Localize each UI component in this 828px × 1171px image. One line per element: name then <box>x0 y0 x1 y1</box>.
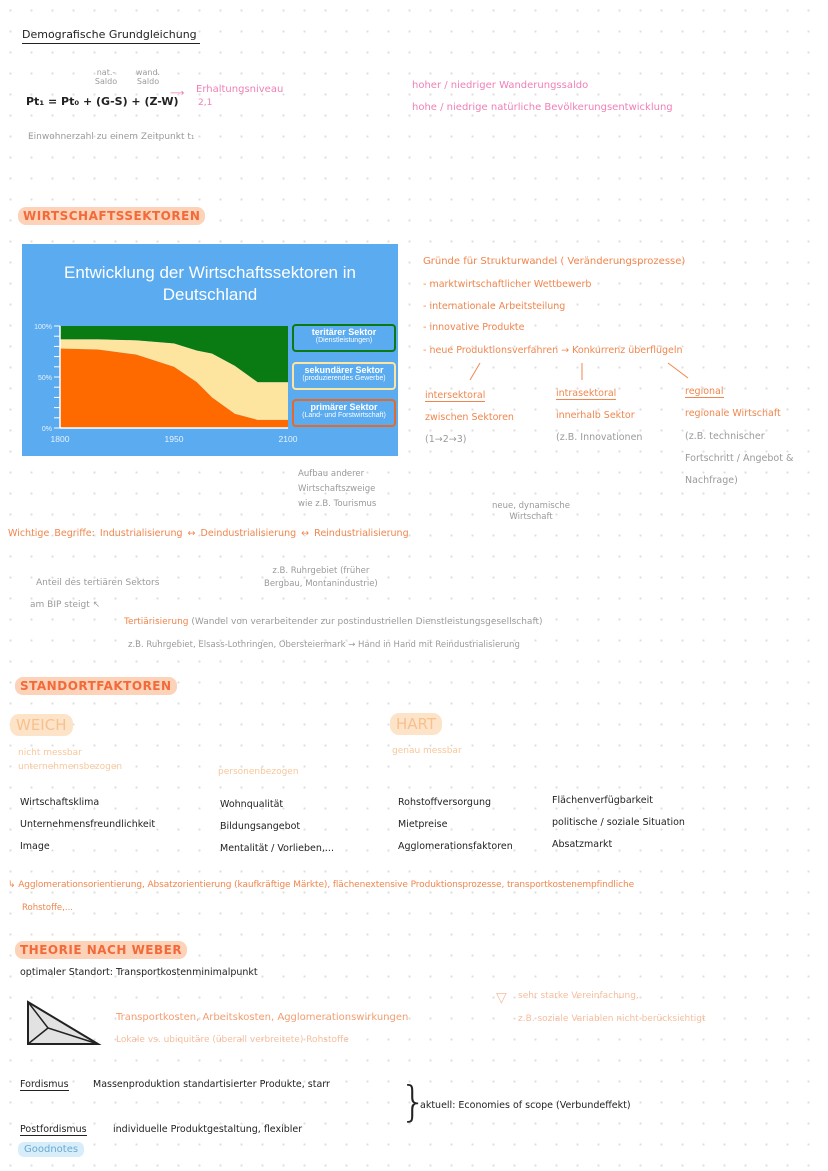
factor-item: Absatzmarkt <box>552 839 613 850</box>
fordismus-term: Fordismus <box>20 1079 69 1090</box>
ruhr-line: Bergbau, Montanindustrie) <box>264 579 378 589</box>
erhaltungsniveau-value: 2,1 <box>198 98 213 108</box>
weich-col1 <box>20 792 155 858</box>
grund-item: - marktwirtschaftlicher Wettbewerb <box>423 279 592 290</box>
factor-item: Wirtschaftsklima <box>20 797 100 808</box>
legend-tertiaer <box>292 324 396 352</box>
weber-warn: z.B. soziale Variablen nicht berücksichtigt <box>518 1014 706 1024</box>
hart-col2 <box>552 790 685 856</box>
term-tertiaerisierung: Tertiärisierung <box>124 617 189 627</box>
chart-title: Entwicklung der Wirtschaftssektoren in Deutschland <box>64 263 356 304</box>
weich-sub: nicht messbar <box>18 748 82 758</box>
legend-primaer-sub: (Land- und Forstwirtschaft) <box>302 412 386 419</box>
fordismus-text: Massenproduktion standartisierter Produkte, starr <box>93 1079 330 1090</box>
personen-sub: personenbezogen <box>218 767 299 777</box>
factor-item: Agglomerationsfaktoren <box>398 841 513 852</box>
regional-example: Nachfrage) <box>685 475 738 486</box>
legend-tertiaer-label: teritärer Sektor <box>311 327 377 337</box>
goodnotes-watermark: Goodnotes <box>18 1142 84 1157</box>
y-tick-label: 0% <box>41 426 52 433</box>
erhaltung-arrow: ⟶ <box>170 88 185 99</box>
demografie-formula: Pt₁ = Pt₀ + (G-S) + (Z-W) <box>26 95 179 108</box>
aufbau-note <box>298 467 376 512</box>
aktuell-note: aktuell: Economies of scope (Verbundeffekt) <box>420 1100 631 1111</box>
regional-example: Fortschritt / Angebot & <box>685 453 794 464</box>
strukturwandel-title: Gründe für Strukturwandel ( Veränderungsprozesse) <box>423 256 686 267</box>
ruhr-note <box>264 565 378 591</box>
factor-item: Bildungsangebot <box>220 821 301 832</box>
intrasektoral-head: intrasektoral <box>556 388 617 399</box>
aufbau-line: wie z.B. Tourismus <box>298 499 377 509</box>
weber-triangle-icon <box>26 1000 102 1048</box>
beispiel-note: z.B. Ruhrgebiet, Elsass-Lothringen, Obersteiermark → Hand in Hand mit Reindustrialisierung <box>128 640 520 650</box>
aufbau-line: Aufbau anderer <box>298 469 365 479</box>
erhaltungsniveau: Erhaltungsniveau <box>196 84 284 95</box>
weich-label: WEICH <box>10 714 73 736</box>
weich-sub: unternehmensbezogen <box>18 762 123 772</box>
aufbau-line: Wirtschaftszweige <box>298 484 376 494</box>
hart-label: HART <box>390 713 442 735</box>
regional-head: regional <box>685 386 724 397</box>
legend-primaer-label: primärer Sektor <box>310 402 378 412</box>
demografie-title: Demografische Grundgleichung <box>22 28 200 44</box>
legend-sekundaer-label: sekundärer Sektor <box>304 365 384 375</box>
regional-text: regionale Wirtschaft <box>685 408 781 419</box>
nat-saldo-label: nat.- Saldo <box>94 68 118 86</box>
postfordismus-term: Postfordismus <box>20 1124 87 1135</box>
grund-item: - neue Produktionsverfahren → Konkurrenz überflügeln <box>423 345 683 356</box>
legend-sekundaer-sub: (produzierendes Gewerbe) <box>302 375 386 382</box>
ruhr-line: z.B. Ruhrgebiet (früher <box>272 566 370 576</box>
weber-rohstoffe: Lokale vs. ubiquitäre (überall verbreitete) Rohstoffe <box>116 1035 349 1045</box>
weber-warn: sehr starke Vereinfachung, <box>518 991 639 1001</box>
factor-item: Mietpreise <box>398 819 448 830</box>
factor-item: Unternehmensfreundlichkeit <box>20 819 156 830</box>
wanderungssaldo-note: hoher / niedriger Wanderungssaldo <box>412 80 589 91</box>
branch-lines <box>400 360 700 390</box>
wand-saldo-label: wand. Saldo <box>135 68 161 86</box>
begriffe-label: Wichtige Begriffe: <box>8 528 95 539</box>
legend-sekundaer <box>292 362 396 390</box>
factor-item: Wohnqualität <box>220 799 284 810</box>
intersektoral-example: (1→2→3) <box>425 434 467 445</box>
tertiaerisierung-line <box>124 617 543 627</box>
neue-line: Wirtschaft <box>509 512 553 522</box>
neue-wirtschaft-note <box>492 501 570 523</box>
legend-primaer <box>292 399 396 427</box>
anteil-note: am BIP steigt ↖ <box>30 600 101 610</box>
factor-item: politische / soziale Situation <box>552 817 685 828</box>
begriffe-line <box>8 528 409 539</box>
y-tick-label: 100% <box>34 324 52 331</box>
section-standortfaktoren: STANDORTFAKTOREN <box>15 677 177 695</box>
x-tick-label: 1800 <box>50 434 70 444</box>
intrasektoral-example: (z.B. Innovationen <box>556 432 643 443</box>
legend-tertiaer-sub: (Dienstleistungen) <box>315 337 373 344</box>
grund-item: - internationale Arbeitsteilung <box>423 301 566 312</box>
intrasektoral-text: innerhalb Sektor <box>556 410 635 421</box>
sector-chart <box>22 244 398 456</box>
neue-line: neue, dynamische <box>492 501 571 511</box>
intersektoral-text: zwischen Sektoren <box>425 412 514 423</box>
x-tick-label: 1950 <box>164 434 184 444</box>
factor-item: Image <box>20 841 50 852</box>
grund-item: - innovative Produkte <box>423 322 525 333</box>
weber-kosten: Transportkosten, Arbeitskosten, Agglomerationswirkungen <box>116 1012 409 1023</box>
anteil-note: Anteil des tertiären Sektors <box>36 578 160 588</box>
factor-item: Mentalität / Vorlieben,... <box>220 843 334 854</box>
weich-col2 <box>220 794 334 860</box>
einwohner-note: Einwohnerzahl zu einem Zeitpunkt t₁ <box>28 132 195 142</box>
y-tick-label: 50% <box>37 375 52 382</box>
section-weber: THEORIE NACH WEBER <box>15 941 187 959</box>
brace-icon: } <box>400 1077 427 1126</box>
factor-item: Rohstoffversorgung <box>398 797 492 808</box>
section-wirtschaftssektoren: WIRTSCHAFTSSEKTOREN <box>18 207 205 225</box>
postfordismus-text: individuelle Produktgestaltung, flexibler <box>113 1124 303 1135</box>
term-industrialisierung: Industrialisierung ↔ <box>99 528 196 539</box>
optimaler-standort: optimaler Standort: Transportkostenminimalpunkt <box>20 967 258 978</box>
warning-icon: ▽ <box>496 990 507 1006</box>
factor-item: Flächenverfügbarkeit <box>552 795 653 806</box>
hart-sub: genau messbar <box>392 746 462 756</box>
hart-col1 <box>398 792 513 858</box>
folge-note: ↳ Agglomerationsorientierung, Absatzorientierung (kaufkräftige Märkte), flächenextensive Produktionsprozesse, transportkostenempfindliche <box>8 880 634 890</box>
intersektoral-head: intersektoral <box>425 390 486 401</box>
regional-example: (z.B. technischer <box>685 431 765 442</box>
term-reindustrialisierung: Reindustrialisierung <box>314 528 409 539</box>
tertiaerisierung-note: (Wandel von verarbeitender zur postindustriellen Dienstleistungsgesellschaft) <box>191 617 543 627</box>
folge-note: Rohstoffe,... <box>22 903 73 913</box>
x-tick-label: 2100 <box>278 434 298 444</box>
bevoelkerung-note: hohe / niedrige natürliche Bevölkerungsentwicklung <box>412 102 673 113</box>
term-deindustrialisierung: Deindustrialisierung ↔ <box>200 528 310 539</box>
